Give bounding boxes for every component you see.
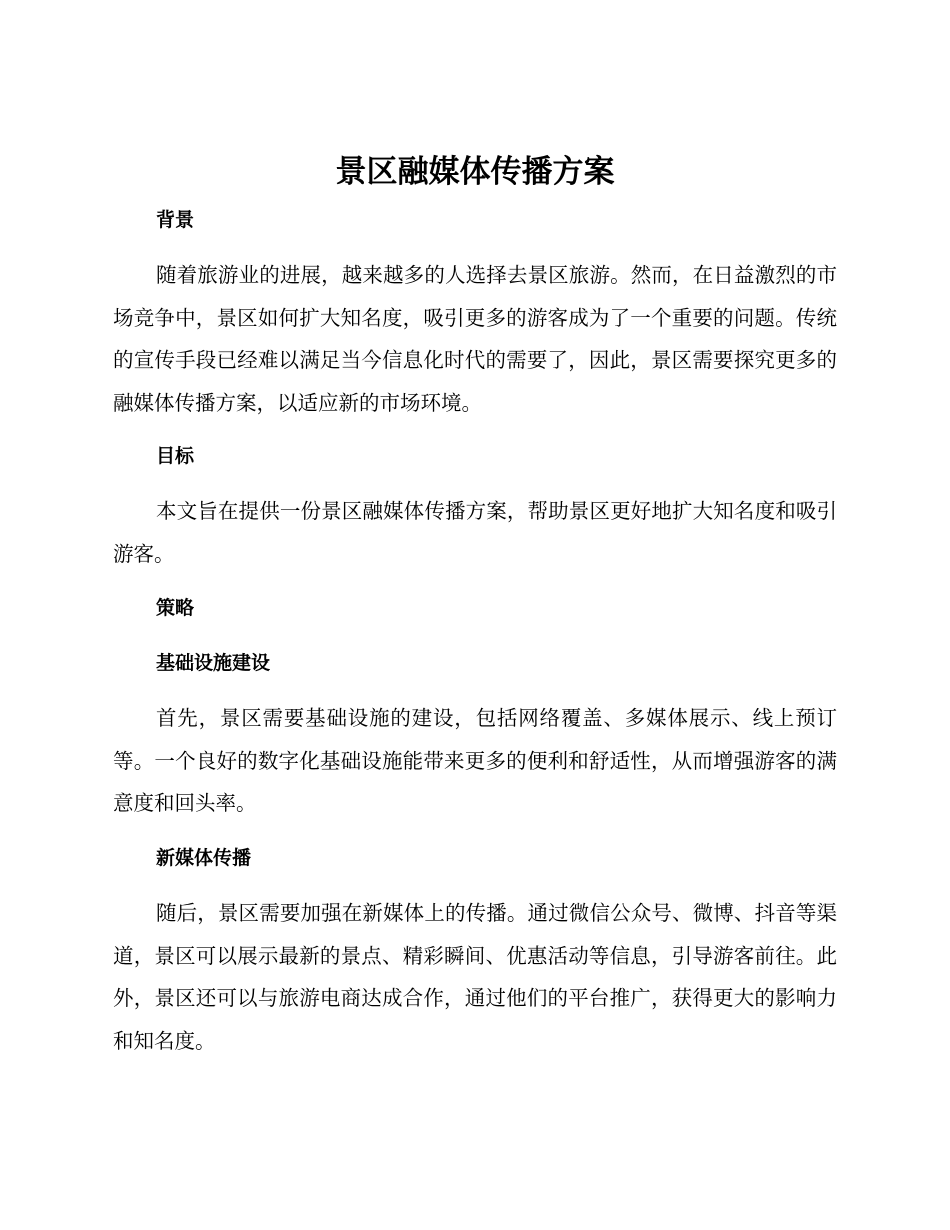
section-heading-infrastructure: 基础设施建设 <box>156 652 271 674</box>
section-heading-goal: 目标 <box>156 445 195 467</box>
section-paragraph-goal: 本文旨在提供一份景区融媒体传播方案，帮助景区更好地扩大知名度和吸引游客。 <box>113 499 837 566</box>
section-heading-strategy: 策略 <box>156 597 195 619</box>
document-title: 景区融媒体传播方案 <box>335 154 615 190</box>
section-heading-background: 背景 <box>156 209 195 231</box>
section-paragraph-background: 随着旅游业的进展，越来越多的人选择去景区旅游。然而，在日益激烈的市场竞争中，景区如何扩大知名度，吸引更多的游客成为了一个重要的问题。传统的宣传手段已经难以满足当今信息化时代的需要了，因此，景区需要探究更多的融媒体传播方案，以适应新的市场环境。 <box>113 263 837 415</box>
section-heading-new-media: 新媒体传播 <box>156 847 252 869</box>
section-paragraph-new-media: 随后，景区需要加强在新媒体上的传播。通过微信公众号、微博、抖音等渠道，景区可以展示最新的景点、精彩瞬间、优惠活动等信息，引导游客前往。此外，景区还可以与旅游电商达成合作，通过他们的平台推广，获得更大的影响力和知名度。 <box>113 901 837 1053</box>
section-paragraph-infrastructure: 首先，景区需要基础设施的建设，包括网络覆盖、多媒体展示、线上预订等。一个良好的数字化基础设施能带来更多的便利和舒适性，从而增强游客的满意度和回头率。 <box>113 706 837 815</box>
